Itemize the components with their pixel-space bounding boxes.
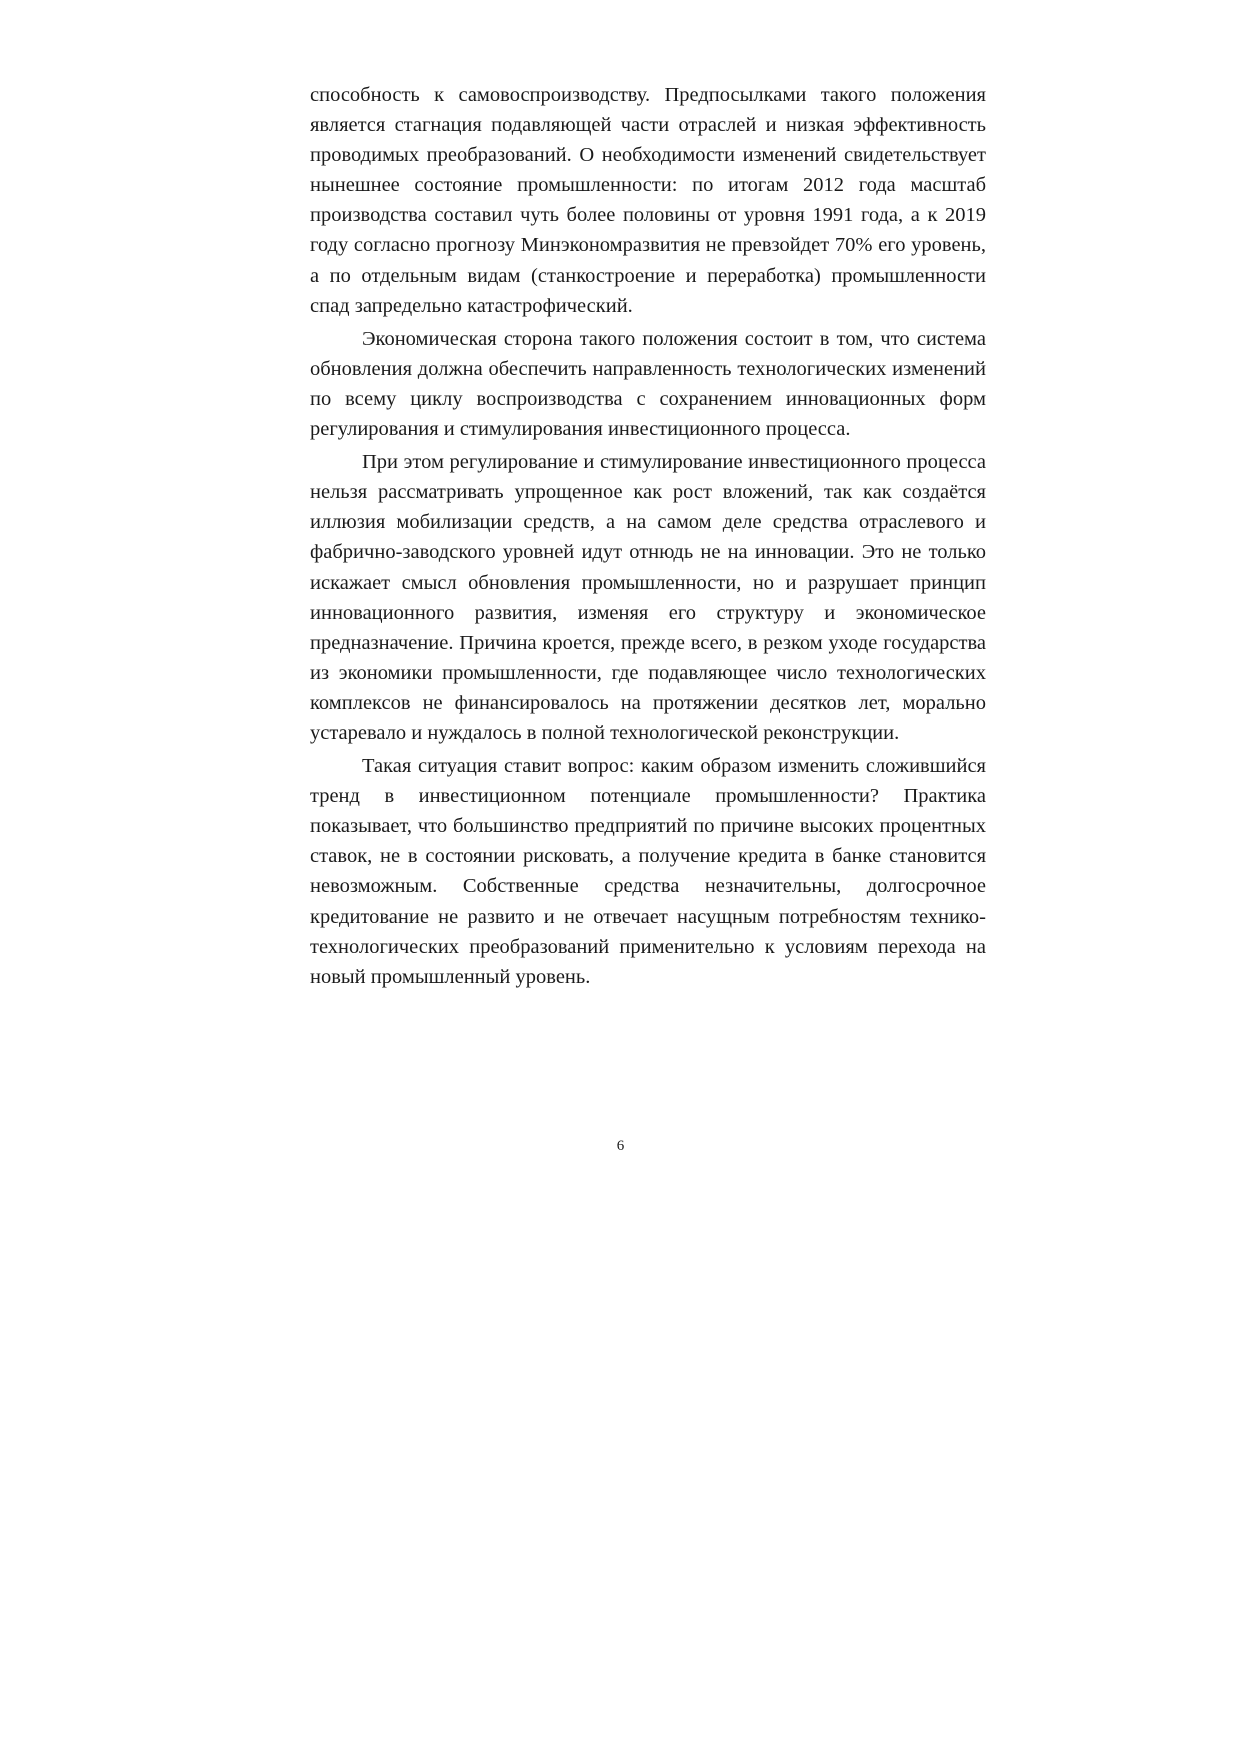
paragraph: Такая ситуация ставит вопрос: каким образом изменить сложившийся тренд в инвестиционном потенциале промышленности? Практика показывает, что большинство предприятий по причине высоких процентных ставок, не в состоянии рисковать, а получение кредита в банке становится невозможным. Собственные средства незначительны, долгосрочное кредитование не развито и не отвечает насущным потребностям технико-технологических преобразований применительно к условиям перехода на новый промышленный уровень. <box>310 755 986 988</box>
text-body <box>310 80 986 992</box>
paragraph-continuation: способность к самовоспроизводству. Предпосылками такого положения является стагнация подавляющей части отраслей и низкая эффективность проводимых преобразований. О необходимости изменений свидетельствует нынешнее состояние промышленности: по итогам 2012 года масштаб производства составил чуть более половины от уровня 1991 года, а к 2019 году согласно прогнозу Минэкономразвития не превзойдет 70% его уровень, а по отдельным видам (станкостроение и переработка) промышленности спад запредельно катастрофический. <box>310 84 986 317</box>
page-number: 6 <box>616 1138 625 1154</box>
paragraph: При этом регулирование и стимулирование инвестиционного процесса нельзя рассматривать упрощенное как рост вложений, так как создаётся иллюзия мобилизации средств, а на самом деле средства отраслевого и фабрично-заводского уровней идут отнюдь не на инновации. Это не только искажает смысл обновления промышленности, но и разрушает принцип инновационного развития, изменяя его структуру и экономическое предназначение. Причина кроется, прежде всего, в резком уходе государства из экономики промышленности, где подавляющее число технологических комплексов не финансировалось на протяжении десятков лет, морально устаревало и нуждалось в полной технологической реконструкции. <box>310 451 986 744</box>
paragraph: Экономическая сторона такого положения состоит в том, что система обновления должна обеспечить направленность технологических изменений по всему циклу воспроизводства с сохранением инновационных форм регулирования и стимулирования инвестиционного процесса. <box>310 327 986 441</box>
